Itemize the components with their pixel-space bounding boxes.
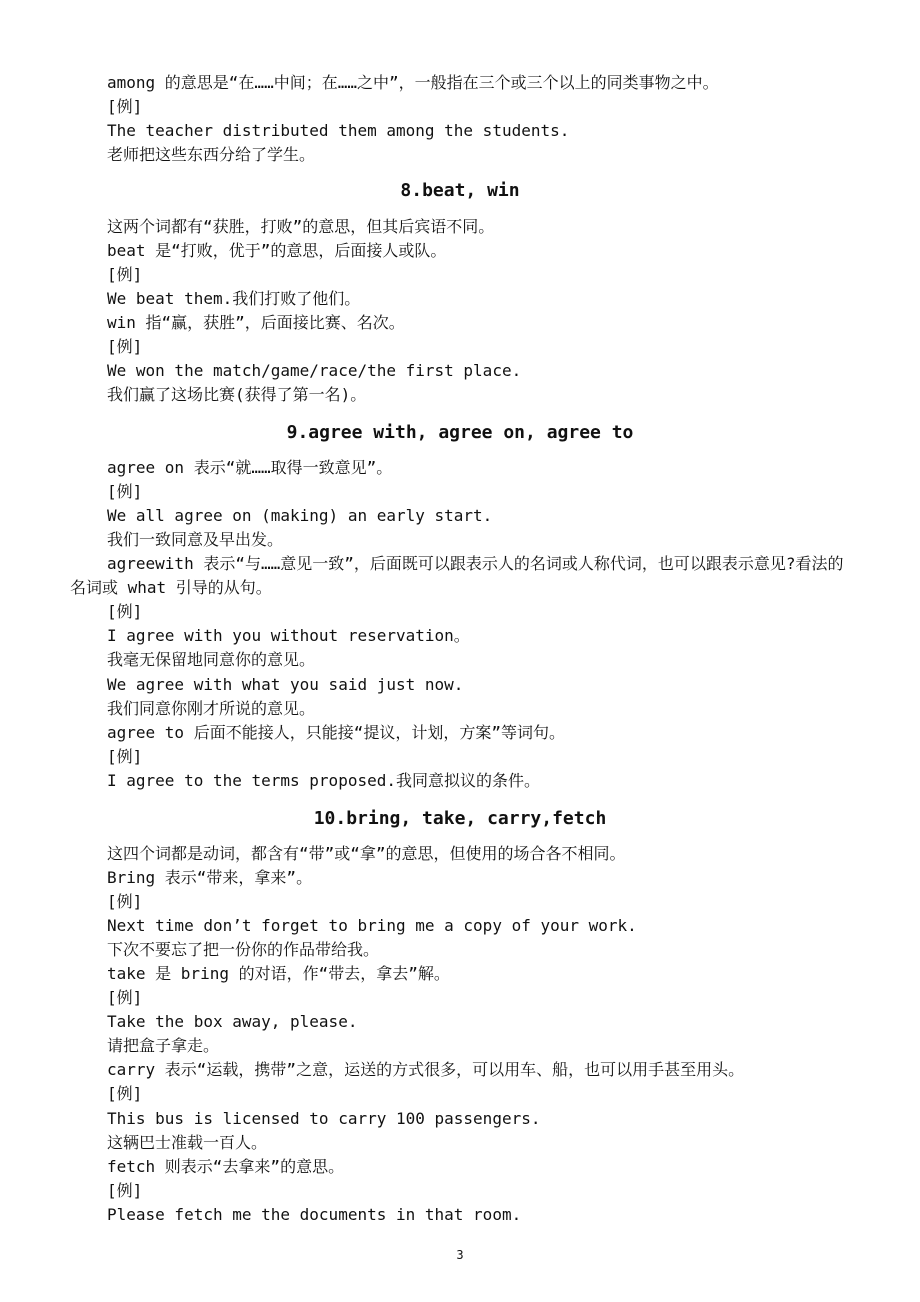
example-sentence: The teacher distributed them among the students. bbox=[107, 121, 570, 140]
translation-line: 我们一致同意及早出发。 bbox=[107, 530, 284, 549]
text-line: carry 表示“运载，携带”之意，运送的方式很多，可以用车、船，也可以用手甚至用头。 bbox=[107, 1060, 745, 1079]
example-marker: [例] bbox=[107, 97, 143, 116]
example-marker: [例] bbox=[107, 482, 143, 501]
translation-line: 下次不要忘了把一份你的作品带给我。 bbox=[107, 940, 380, 959]
translation-line: 老师把这些东西分给了学生。 bbox=[107, 145, 316, 164]
example-marker: [例] bbox=[107, 1181, 143, 1200]
example-sentence: This bus is licensed to carry 100 passengers. bbox=[107, 1109, 541, 1128]
translation-line: 这辆巴士准载一百人。 bbox=[107, 1133, 268, 1152]
translation-line: 请把盒子拿走。 bbox=[107, 1036, 220, 1055]
section-heading: 10.bring, take, carry,fetch bbox=[313, 808, 607, 829]
section-heading: 8.beat, win bbox=[400, 180, 520, 201]
example-sentence: We won the match/game/race/the first place. bbox=[107, 361, 522, 380]
text-line: agree to 后面不能接人，只能接“提议，计划，方案”等词句。 bbox=[107, 723, 565, 742]
example-sentence: We beat them.我们打败了他们。 bbox=[107, 289, 361, 308]
example-marker: [例] bbox=[107, 988, 143, 1007]
example-sentence: Next time don’t forget to bring me a copy of your work. bbox=[107, 916, 637, 935]
text-line: win 指“赢，获胜”，后面接比赛、名次。 bbox=[107, 313, 405, 332]
example-marker: [例] bbox=[107, 892, 143, 911]
text-line: Bring 表示“带来，拿来”。 bbox=[107, 868, 313, 887]
translation-line: 我毫无保留地同意你的意见。 bbox=[107, 650, 316, 669]
example-sentence: I agree with you without reservation。 bbox=[107, 626, 470, 645]
example-sentence: We agree with what you said just now. bbox=[107, 675, 464, 694]
page-number: 3 bbox=[456, 1248, 464, 1262]
text-line: 这四个词都是动词，都含有“带”或“拿”的意思，但使用的场合各不相同。 bbox=[107, 844, 626, 863]
example-sentence: Take the box away, please. bbox=[107, 1012, 358, 1031]
example-marker: [例] bbox=[107, 747, 143, 766]
translation-line: 我们赢了这场比赛(获得了第一名)。 bbox=[107, 385, 367, 404]
example-sentence: Please fetch me the documents in that room. bbox=[107, 1205, 522, 1224]
text-line: beat 是“打败，优于”的意思，后面接人或队。 bbox=[107, 241, 447, 260]
text-line: agree on 表示“就……取得一致意见”。 bbox=[107, 458, 393, 477]
example-marker: [例] bbox=[107, 337, 143, 356]
example-sentence: I agree to the terms proposed.我同意拟议的条件。 bbox=[107, 771, 540, 790]
text-line: fetch 则表示“去拿来”的意思。 bbox=[107, 1157, 345, 1176]
translation-line: 我们同意你刚才所说的意见。 bbox=[107, 699, 316, 718]
text-line: among 的意思是“在……中间；在……之中”，一般指在三个或三个以上的同类事物之中。 bbox=[107, 73, 719, 92]
example-sentence: We all agree on (making) an early start. bbox=[107, 506, 493, 525]
text-paragraph: agreewith 表示“与……意见一致”，后面既可以跟表示人的名词或人称代词，也可以跟表示意见?看法的名词或 what 引导的从句。 bbox=[70, 554, 844, 597]
example-marker: [例] bbox=[107, 265, 143, 284]
example-marker: [例] bbox=[107, 602, 143, 621]
text-line: take 是 bring 的对语，作“带去，拿去”解。 bbox=[107, 964, 450, 983]
section-heading: 9.agree with, agree on, agree to bbox=[286, 422, 634, 443]
text-line: 这两个词都有“获胜，打败”的意思，但其后宾语不同。 bbox=[107, 217, 495, 236]
example-marker: [例] bbox=[107, 1084, 143, 1103]
